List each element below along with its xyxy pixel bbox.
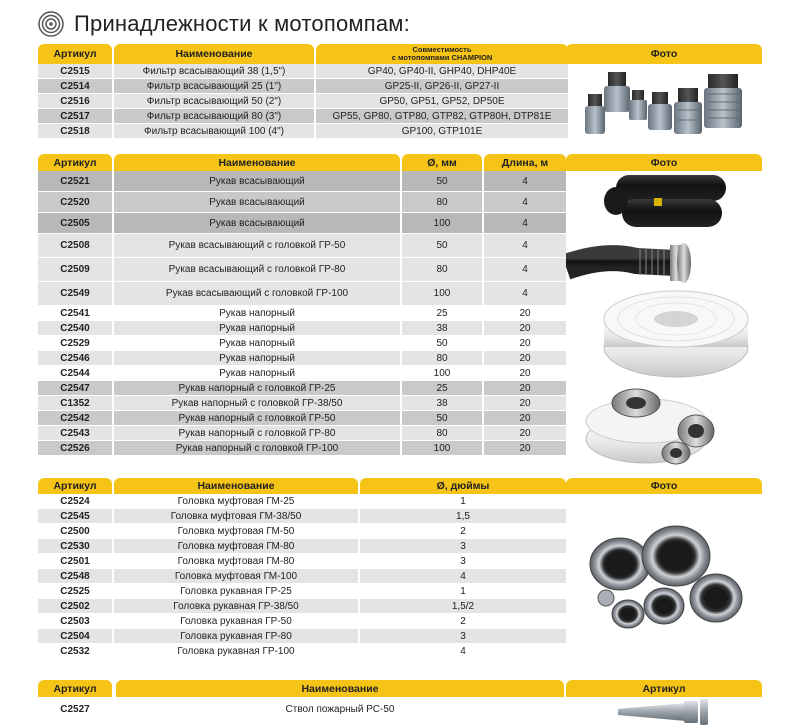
cell-length: 20 bbox=[484, 381, 566, 396]
cell-length: 20 bbox=[484, 411, 566, 426]
cell-name: Фильтр всасывающий 38 (1,5") bbox=[114, 64, 314, 79]
cell-article: C2516 bbox=[38, 94, 112, 109]
cell-length: 4 bbox=[484, 213, 566, 234]
filters-photo bbox=[566, 64, 762, 150]
cell-article: C2502 bbox=[38, 599, 112, 614]
cell-name: Головка муфтовая ГМ-25 bbox=[114, 494, 358, 509]
cell-name: Головка муфтовая ГМ-38/50 bbox=[114, 509, 358, 524]
hoses-photo-header: Фото bbox=[566, 154, 762, 171]
cell-name: Рукав всасывающий bbox=[114, 192, 400, 213]
cell-name: Рукав всасывающий с головкой ГР-50 bbox=[114, 234, 400, 258]
table-row bbox=[38, 539, 566, 554]
cell-article: C2515 bbox=[38, 64, 112, 79]
cell-diameter: 50 bbox=[402, 336, 482, 351]
table-row bbox=[38, 124, 568, 139]
cell-name: Головка рукавная ГР-38/50 bbox=[114, 599, 358, 614]
table-row bbox=[38, 79, 568, 94]
cell-diameter: 50 bbox=[402, 234, 482, 258]
cell-name: Головка муфтовая ГМ-80 bbox=[114, 554, 358, 569]
cell-article: C2505 bbox=[38, 213, 112, 234]
table-row bbox=[38, 411, 566, 426]
cell-article: C2508 bbox=[38, 234, 112, 258]
col-name-header: Наименование bbox=[114, 478, 358, 494]
cell-article: C2541 bbox=[38, 306, 112, 321]
cell-name: Рукав напорный с головкой ГР-100 bbox=[114, 441, 400, 456]
table-row bbox=[38, 494, 566, 509]
cell-diameter: 80 bbox=[402, 192, 482, 213]
hose-reel-icon bbox=[38, 11, 64, 37]
cell-name: Фильтр всасывающий 100 (4") bbox=[114, 124, 314, 139]
couplings-header-row bbox=[38, 478, 566, 494]
cell-length: 20 bbox=[484, 306, 566, 321]
compat-header-line1: Совместимость bbox=[412, 45, 472, 54]
table-row bbox=[38, 644, 566, 659]
table-row bbox=[38, 569, 566, 584]
hoses-header-row bbox=[38, 154, 566, 171]
cell-name: Рукав напорный с головкой ГР-50 bbox=[114, 411, 400, 426]
cell-diameter: 38 bbox=[402, 321, 482, 336]
table-row bbox=[38, 366, 566, 381]
cell-article: C1352 bbox=[38, 396, 112, 411]
cell-diameter: 38 bbox=[402, 396, 482, 411]
cell-compat: GP100, GTP101E bbox=[316, 124, 568, 139]
table-row bbox=[38, 441, 566, 456]
cell-length: 20 bbox=[484, 366, 566, 381]
cell-diameter: 100 bbox=[402, 282, 482, 306]
cell-diameter: 3 bbox=[360, 554, 566, 569]
cell-article: C2525 bbox=[38, 584, 112, 599]
cell-diameter: 1,5/2 bbox=[360, 599, 566, 614]
compat-header-line2: с мотопомпами CHAMPION bbox=[391, 53, 493, 62]
table-row bbox=[38, 321, 566, 336]
table-row bbox=[38, 381, 566, 396]
cell-name: Головка муфтовая ГМ-50 bbox=[114, 524, 358, 539]
table-row bbox=[38, 614, 566, 629]
cell-article: C2529 bbox=[38, 336, 112, 351]
cell-diameter: 50 bbox=[402, 411, 482, 426]
cell-name: Рукав напорный с головкой ГР-38/50 bbox=[114, 396, 400, 411]
cell-diameter: 4 bbox=[360, 569, 566, 584]
cell-length: 20 bbox=[484, 441, 566, 456]
cell-article: C2504 bbox=[38, 629, 112, 644]
cell-name: Рукав всасывающий bbox=[114, 171, 400, 192]
cell-length: 20 bbox=[484, 426, 566, 441]
table-row bbox=[38, 396, 566, 411]
cell-name: Фильтр всасывающий 80 (3") bbox=[114, 109, 314, 124]
cell-length: 20 bbox=[484, 336, 566, 351]
cell-diameter: 2 bbox=[360, 614, 566, 629]
cell-diameter: 100 bbox=[402, 366, 482, 381]
cell-name: Головка рукавная ГР-25 bbox=[114, 584, 358, 599]
cell-article: C2500 bbox=[38, 524, 112, 539]
cell-length: 20 bbox=[484, 351, 566, 366]
cell-diameter: 3 bbox=[360, 629, 566, 644]
cell-name: Ствол пожарный РС-50 bbox=[116, 697, 564, 723]
cell-diameter: 25 bbox=[402, 381, 482, 396]
table-row bbox=[38, 336, 566, 351]
cell-article: C2524 bbox=[38, 494, 112, 509]
cell-article: C2530 bbox=[38, 539, 112, 554]
cell-name: Рукав напорный с головкой ГР-25 bbox=[114, 381, 400, 396]
cell-article: C2514 bbox=[38, 79, 112, 94]
cell-diameter: 1,5 bbox=[360, 509, 566, 524]
nozzle-header-row bbox=[38, 680, 564, 697]
cell-article: C2521 bbox=[38, 171, 112, 192]
table-row bbox=[38, 524, 566, 539]
cell-diameter: 4 bbox=[360, 644, 566, 659]
col-article-header: Артикул bbox=[38, 478, 112, 494]
table-row bbox=[38, 351, 566, 366]
cell-compat: GP55, GP80, GTP80, GTP82, GTP80H, DTP81E bbox=[316, 109, 568, 124]
table-row bbox=[38, 426, 566, 441]
table-row bbox=[38, 697, 564, 723]
cell-article: C2501 bbox=[38, 554, 112, 569]
hoses-photo bbox=[566, 171, 762, 471]
suction-filters-image bbox=[566, 64, 762, 150]
cell-article: C2517 bbox=[38, 109, 112, 124]
col-diameter-header: Ø, дюймы bbox=[360, 478, 566, 494]
cell-diameter: 80 bbox=[402, 351, 482, 366]
table-row bbox=[38, 192, 566, 213]
cell-diameter: 100 bbox=[402, 441, 482, 456]
cell-name: Головка муфтовая ГМ-100 bbox=[114, 569, 358, 584]
hoses-image bbox=[566, 171, 762, 471]
table-row bbox=[38, 584, 566, 599]
page-header bbox=[38, 8, 410, 40]
cell-diameter: 50 bbox=[402, 171, 482, 192]
coupling-heads-image bbox=[566, 494, 762, 664]
cell-article: C2532 bbox=[38, 644, 112, 659]
cell-name: Рукав напорный bbox=[114, 321, 400, 336]
cell-length: 20 bbox=[484, 321, 566, 336]
cell-article: C2545 bbox=[38, 509, 112, 524]
table-row bbox=[38, 509, 566, 524]
col-name-header: Наименование bbox=[116, 680, 564, 697]
cell-article: C2503 bbox=[38, 614, 112, 629]
cell-length: 20 bbox=[484, 396, 566, 411]
table-row bbox=[38, 629, 566, 644]
cell-article: C2549 bbox=[38, 282, 112, 306]
col-article-header: Артикул bbox=[38, 44, 112, 64]
col-diameter-header: Ø, мм bbox=[402, 154, 482, 171]
cell-name: Фильтр всасывающий 25 (1") bbox=[114, 79, 314, 94]
cell-article: C2543 bbox=[38, 426, 112, 441]
cell-diameter: 2 bbox=[360, 524, 566, 539]
table-row bbox=[38, 282, 566, 306]
cell-length: 4 bbox=[484, 258, 566, 282]
nozzle-photo-header: Артикул bbox=[566, 680, 762, 697]
cell-diameter: 1 bbox=[360, 584, 566, 599]
cell-diameter: 1 bbox=[360, 494, 566, 509]
filters-photo-header: Фото bbox=[566, 44, 762, 64]
cell-diameter: 3 bbox=[360, 539, 566, 554]
cell-article: C2518 bbox=[38, 124, 112, 139]
cell-length: 4 bbox=[484, 282, 566, 306]
cell-name: Головка рукавная ГР-50 bbox=[114, 614, 358, 629]
cell-diameter: 80 bbox=[402, 426, 482, 441]
table-row bbox=[38, 64, 568, 79]
table-row bbox=[38, 554, 566, 569]
col-article-header: Артикул bbox=[38, 154, 112, 171]
cell-name: Рукав всасывающий bbox=[114, 213, 400, 234]
cell-name: Рукав всасывающий с головкой ГР-100 bbox=[114, 282, 400, 306]
cell-compat: GP40, GP40-II, GHP40, DHP40E bbox=[316, 64, 568, 79]
cell-name: Головка рукавная ГР-100 bbox=[114, 644, 358, 659]
cell-name: Рукав напорный bbox=[114, 351, 400, 366]
cell-diameter: 80 bbox=[402, 258, 482, 282]
cell-article: C2540 bbox=[38, 321, 112, 336]
cell-name: Рукав напорный bbox=[114, 336, 400, 351]
table-row bbox=[38, 258, 566, 282]
couplings-photo bbox=[566, 494, 762, 664]
cell-article: C2547 bbox=[38, 381, 112, 396]
col-length-header: Длина, м bbox=[484, 154, 566, 171]
cell-name: Рукав напорный bbox=[114, 306, 400, 321]
filters-header-row bbox=[38, 44, 568, 64]
cell-diameter: 25 bbox=[402, 306, 482, 321]
col-name-header: Наименование bbox=[114, 154, 400, 171]
cell-article: C2527 bbox=[38, 697, 112, 723]
table-row bbox=[38, 599, 566, 614]
table-row bbox=[38, 109, 568, 124]
cell-name: Рукав напорный с головкой ГР-80 bbox=[114, 426, 400, 441]
cell-article: C2520 bbox=[38, 192, 112, 213]
cell-article: C2542 bbox=[38, 411, 112, 426]
cell-name: Рукав напорный bbox=[114, 366, 400, 381]
cell-article: C2546 bbox=[38, 351, 112, 366]
col-name-header: Наименование bbox=[114, 44, 314, 64]
table-row bbox=[38, 306, 566, 321]
cell-article: C2548 bbox=[38, 569, 112, 584]
page-title: Принадлежности к мотопомпам: bbox=[74, 11, 410, 36]
col-compat-header bbox=[316, 44, 568, 64]
table-row bbox=[38, 94, 568, 109]
cell-name: Фильтр всасывающий 50 (2") bbox=[114, 94, 314, 109]
nozzle-photo bbox=[566, 697, 762, 727]
cell-diameter: 100 bbox=[402, 213, 482, 234]
cell-compat: GP50, GP51, GP52, DP50E bbox=[316, 94, 568, 109]
col-article-header: Артикул bbox=[38, 680, 112, 697]
cell-compat: GP25-II, GP26-II, GP27-II bbox=[316, 79, 568, 94]
cell-name: Рукав всасывающий с головкой ГР-80 bbox=[114, 258, 400, 282]
cell-article: C2526 bbox=[38, 441, 112, 456]
cell-name: Головка рукавная ГР-80 bbox=[114, 629, 358, 644]
cell-length: 4 bbox=[484, 192, 566, 213]
table-row bbox=[38, 213, 566, 234]
table-row bbox=[38, 234, 566, 258]
couplings-photo-header: Фото bbox=[566, 478, 762, 494]
cell-length: 4 bbox=[484, 171, 566, 192]
table-row bbox=[38, 171, 566, 192]
cell-name: Головка муфтовая ГМ-80 bbox=[114, 539, 358, 554]
cell-length: 4 bbox=[484, 234, 566, 258]
cell-article: C2544 bbox=[38, 366, 112, 381]
cell-article: C2509 bbox=[38, 258, 112, 282]
fire-nozzle-image bbox=[566, 697, 762, 727]
